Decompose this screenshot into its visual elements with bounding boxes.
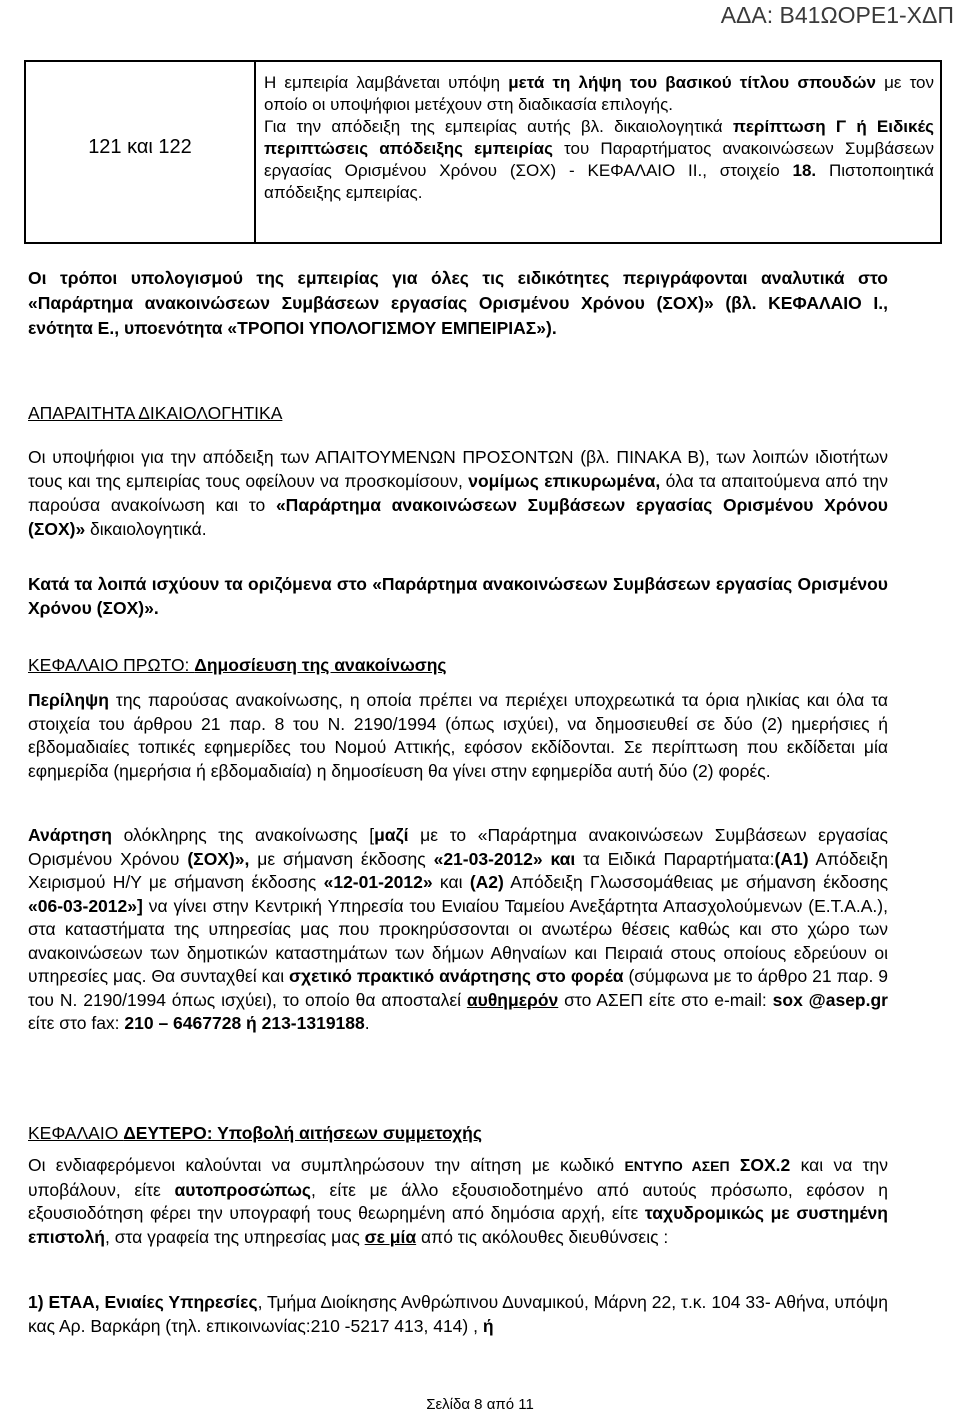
address-one-paragraph: 1) ΕΤΑΑ, Ενιαίες Υπηρεσίες, Τμήμα Διοίκησης Ανθρώπινου Δυναμικού, Μάρνη 22, τ.κ. 104 33- Αθήνα, υπόψη κας Αρ. Βαρκάρη (τηλ. επικοινωνίας:210 -5217 413, 414) , ή bbox=[28, 1292, 888, 1336]
chapter-one-heading: ΚΕΦΑΛΑΙΟ ΠΡΩΤΟ: Δημοσίευση της ανακοίνωσης bbox=[28, 655, 447, 675]
experience-paragraph: Η εμπειρία λαμβάνεται υπόψη μετά τη λήψη του βασικού τίτλου σπουδών με τον οποίο οι υποψήφιοι μετέχουν στη διαδικασία επιλογής. bbox=[264, 73, 935, 114]
specialty-code: 121 και 122 bbox=[88, 136, 192, 158]
requirements-table bbox=[24, 60, 942, 244]
ada-code: ΑΔΑ: Β41ΩΟΡΕ1-ΧΔΠ bbox=[720, 2, 954, 28]
required-documents-paragraph: Οι υποψήφιοι για την απόδειξη των ΑΠΑΙΤΟΥΜΕΝΩΝ ΠΡΟΣΟΝΤΩΝ (βλ. ΠΙΝΑΚΑ Β), των λοιπών ιδιοτήτων τους και της εμπειρίας τους οφείλουν να προσκομίσουν, νομίμως επικυρωμένα, όλα τα απαιτούμενα από την παρούσα ανακοίνωση και το «Παράρτημα ανακοινώσεων Συμβάσεων εργασίας Ορισμένου Χρόνου (ΣΟΧ)» δικαιολογητικά. bbox=[28, 447, 888, 539]
specialty-code-cell bbox=[26, 62, 256, 242]
chapter-two-heading: ΚΕΦΑΛΑΙΟ ΔΕΥΤΕΡΟ: Υποβολή αιτήσεων συμμετοχής bbox=[28, 1123, 482, 1143]
summary-paragraph: Περίληψη της παρούσας ανακοίνωσης, η οποία πρέπει να περιέχει υποχρεωτικά τα όρια ηλικίας και όλα τα στοιχεία του άρθρου 21 παρ. 8 του Ν. 2190/1994 (όπως ισχύει), να δημοσιευθεί σε δύο (2) ημερήσιες ή εβδομαδιαίες τοπικές εφημερίδες του Νομού Αττικής, εφόσον εκδίδονται. Σε περίπτωση που εκδίδεται μία εφημερίδα (ημερήσια ή εβδομαδιαία) η δημοσίευση θα γίνει στην εφημερίδα αυτή δύο (2) φορές. bbox=[28, 690, 888, 781]
required-documents-heading: ΑΠΑΡΑΙΤΗΤΑ ΔΙΚΑΙΟΛΟΓΗΤΙΚΑ bbox=[28, 403, 283, 423]
posting-paragraph: Ανάρτηση ολόκληρης της ανακοίνωσης [μαζί με το «Παράρτημα ανακοινώσεων Συμβάσεων εργασίας Ορισμένου Χρόνου (ΣΟΧ)», με σήμανση έκδοσης «21-03-2012» και τα Ειδικά Παραρτήματα:(Α1) Απόδειξη Χειρισμού Η/Υ με σήμανση έκδοσης «12-01-2012» και (Α2) Απόδειξη Γλωσσομάθειας με σήμανση έκδοσης «06-03-2012»] να γίνει στην Κεντρική Υπηρεσία του Ενιαίου Ταμείου Ανεξάρτητα Απασχολούμενων (Ε.Τ.Α.Α.), στα καταστήματα της υπηρεσίας μας που προκηρύσσονται οι ανωτέρω θέσεις καθώς και στο χώρο των ανακοινώσεων των δημοτικών καταστημάτων των δήμων Αθηναίων και Πειραιά στους οποίους εδρεύουν οι υπηρεσίες μας. Θα συνταχθεί και σχετικό πρακτικό ανάρτησης στο φορέα (σύμφωνα με το άρθρο 21 παρ. 9 του Ν. 2190/1994 όπως ισχύει), το οποίο θα αποσταλεί αυθημερόν στο ΑΣΕΠ είτε στο e-mail: sox @asep.gr είτε στο fax: 210 – 6467728 ή 213-1319188. bbox=[28, 825, 888, 1033]
experience-description-cell bbox=[264, 72, 934, 204]
remaining-provisions-paragraph: Κατά τα λοιπά ισχύουν τα οριζόμενα στο «Παράρτημα ανακοινώσεων Συμβάσεων εργασίας Ορισμένου Χρόνου (ΣΟΧ)». bbox=[28, 574, 888, 618]
application-paragraph: Οι ενδιαφερόμενοι καλούνται να συμπληρώσουν την αίτηση με κωδικό ΕΝΤΥΠΟ ΑΣΕΠ ΣΟΧ.2 και να την υποβάλουν, είτε αυτοπροσώπως, είτε με άλλο εξουσιοδοτημένο από αυτούς πρόσωπο, εφόσον η εξουσιοδότηση φέρει την υπογραφή τους θεωρημένη από δημόσια αρχή, είτε ταχυδρομικώς με συστημένη επιστολή, στα γραφεία της υπηρεσίας μας σε μία από τις ακόλουθες διευθύνσεις : bbox=[28, 1155, 889, 1247]
page-number: Σελίδα 8 από 11 bbox=[426, 1396, 534, 1413]
experience-proof-paragraph: Για την απόδειξη της εμπειρίας αυτής βλ. δικαιολογητικά περίπτωση Γ ή Ειδικές περιπτώσεις απόδειξης εμπειρίας του Παραρτήματος ανακοινώσεων Συμβάσεων εργασίας Ορισμένου Χρόνου (ΣΟΧ) - ΚΕΦΑΛΑΙΟ ΙΙ., στοιχείο 18. Πιστοποιητικά απόδειξης εμπειρίας. bbox=[264, 117, 935, 202]
calculation-methods-paragraph: Οι τρόποι υπολογισμού της εμπειρίας για όλες τις ειδικότητες περιγράφονται αναλυτικά στο «Παράρτημα ανακοινώσεων Συμβάσεων εργασίας Ορισμένου Χρόνου (ΣΟΧ)» (βλ. ΚΕΦΑΛΑΙΟ Ι., ενότητα Ε., υποενότητα «ΤΡΟΠΟΙ ΥΠΟΛΟΓΙΣΜΟΥ ΕΜΠΕΙΡΙΑΣ»). bbox=[28, 268, 888, 338]
